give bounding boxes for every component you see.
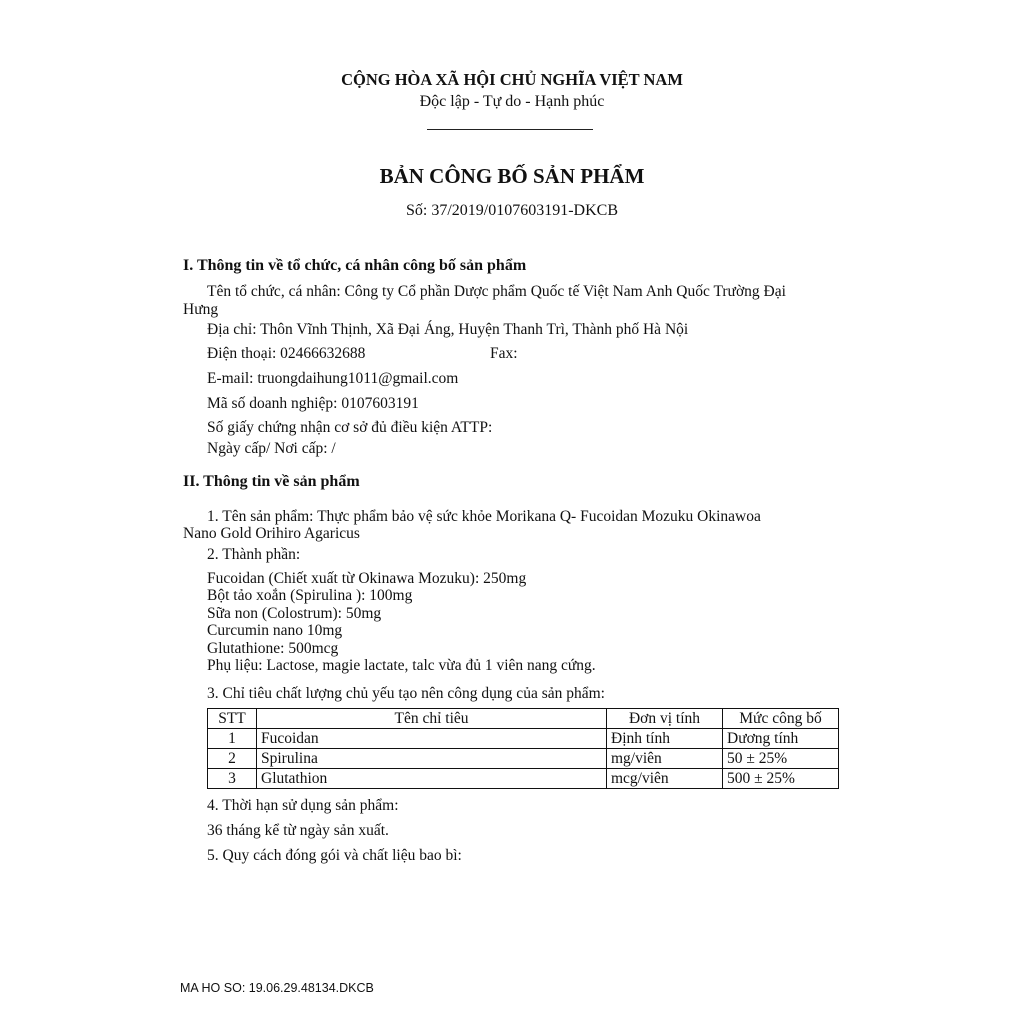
document-title: BẢN CÔNG BỐ SẢN PHẨM xyxy=(379,164,645,188)
quality-heading: 3. Chỉ tiêu chất lượng chủ yếu tạo nên công dụng của sản phẩm: xyxy=(207,685,605,702)
tax-code: Mã số doanh nghiệp: 0107603191 xyxy=(207,395,419,412)
section1-heading: I. Thông tin về tổ chức, cá nhân công bố sản phẩm xyxy=(183,257,527,274)
section2-heading: II. Thông tin về sản phẩm xyxy=(183,473,360,490)
product-name-line1: 1. Tên sản phẩm: Thực phẩm bảo vệ sức khỏe Morikana Q- Fucoidan Mozuku Okinawoa xyxy=(207,508,761,525)
product-name-line2: Nano Gold Orihiro Agaricus xyxy=(183,525,360,542)
table-cell: mg/viên xyxy=(607,749,723,769)
table-header-row xyxy=(208,709,839,729)
shelf-life: 36 tháng kể từ ngày sản xuất. xyxy=(207,822,389,839)
ingredient-item: Curcumin nano 10mg xyxy=(207,622,343,639)
ingredients-heading: 2. Thành phần: xyxy=(207,546,301,563)
certificate: Số giấy chứng nhận cơ sở đủ điều kiện ATTP: xyxy=(207,419,493,436)
table-row xyxy=(208,769,839,789)
issue-info: Ngày cấp/ Nơi cấp: / xyxy=(207,440,336,457)
fax: Fax: xyxy=(490,345,518,362)
table-row xyxy=(208,749,839,769)
column-header: Mức công bố xyxy=(723,709,839,729)
org-name-line1: Tên tổ chức, cá nhân: Công ty Cổ phần Dược phẩm Quốc tế Việt Nam Anh Quốc Trường Đại xyxy=(207,283,786,300)
table-cell: Glutathion xyxy=(257,769,607,789)
ingredient-item: Bột tảo xoắn (Spirulina ): 100mg xyxy=(207,587,413,604)
packaging-heading: 5. Quy cách đóng gói và chất liệu bao bì: xyxy=(207,847,462,864)
ingredient-item: Glutathione: 500mcg xyxy=(207,640,339,657)
ingredient-item: Fucoidan (Chiết xuất từ Okinawa Mozuku): 250mg xyxy=(207,570,527,587)
email: E-mail: truongdaihung1011@gmail.com xyxy=(207,370,459,387)
table-cell: Fucoidan xyxy=(257,729,607,749)
table-cell: 1 xyxy=(208,729,257,749)
table-cell: Định tính xyxy=(607,729,723,749)
address: Địa chỉ: Thôn Vĩnh Thịnh, Xã Đại Áng, Huyện Thanh Trì, Thành phố Hà Nội xyxy=(207,321,689,338)
table-cell: Spirulina xyxy=(257,749,607,769)
table-cell: mcg/viên xyxy=(607,769,723,789)
ingredient-item: Sữa non (Colostrum): 50mg xyxy=(207,605,382,622)
table-cell: Dương tính xyxy=(723,729,839,749)
table-cell: 3 xyxy=(208,769,257,789)
table-cell: 2 xyxy=(208,749,257,769)
column-header: Đơn vị tính xyxy=(607,709,723,729)
shelf-life-heading: 4. Thời hạn sử dụng sản phẩm: xyxy=(207,797,399,814)
phone: Điện thoại: 02466632688 xyxy=(207,345,366,362)
motto: Độc lập - Tự do - Hạnh phúc xyxy=(419,93,605,110)
table-cell: 50 ± 25% xyxy=(723,749,839,769)
record-code: MA HO SO: 19.06.29.48134.DKCB xyxy=(180,981,374,995)
header-divider xyxy=(427,129,593,130)
table-row xyxy=(208,729,839,749)
country-heading: CỘNG HÒA XÃ HỘI CHỦ NGHĨA VIỆT NAM xyxy=(341,70,683,89)
document-number: Số: 37/2019/0107603191-DKCB xyxy=(405,202,618,219)
org-name-line2: Hưng xyxy=(183,301,219,318)
table-cell: 500 ± 25% xyxy=(723,769,839,789)
column-header: STT xyxy=(208,709,257,729)
ingredient-item: Phụ liệu: Lactose, magie lactate, talc vừa đủ 1 viên nang cứng. xyxy=(207,657,596,674)
quality-table xyxy=(207,708,839,789)
column-header: Tên chỉ tiêu xyxy=(257,709,607,729)
